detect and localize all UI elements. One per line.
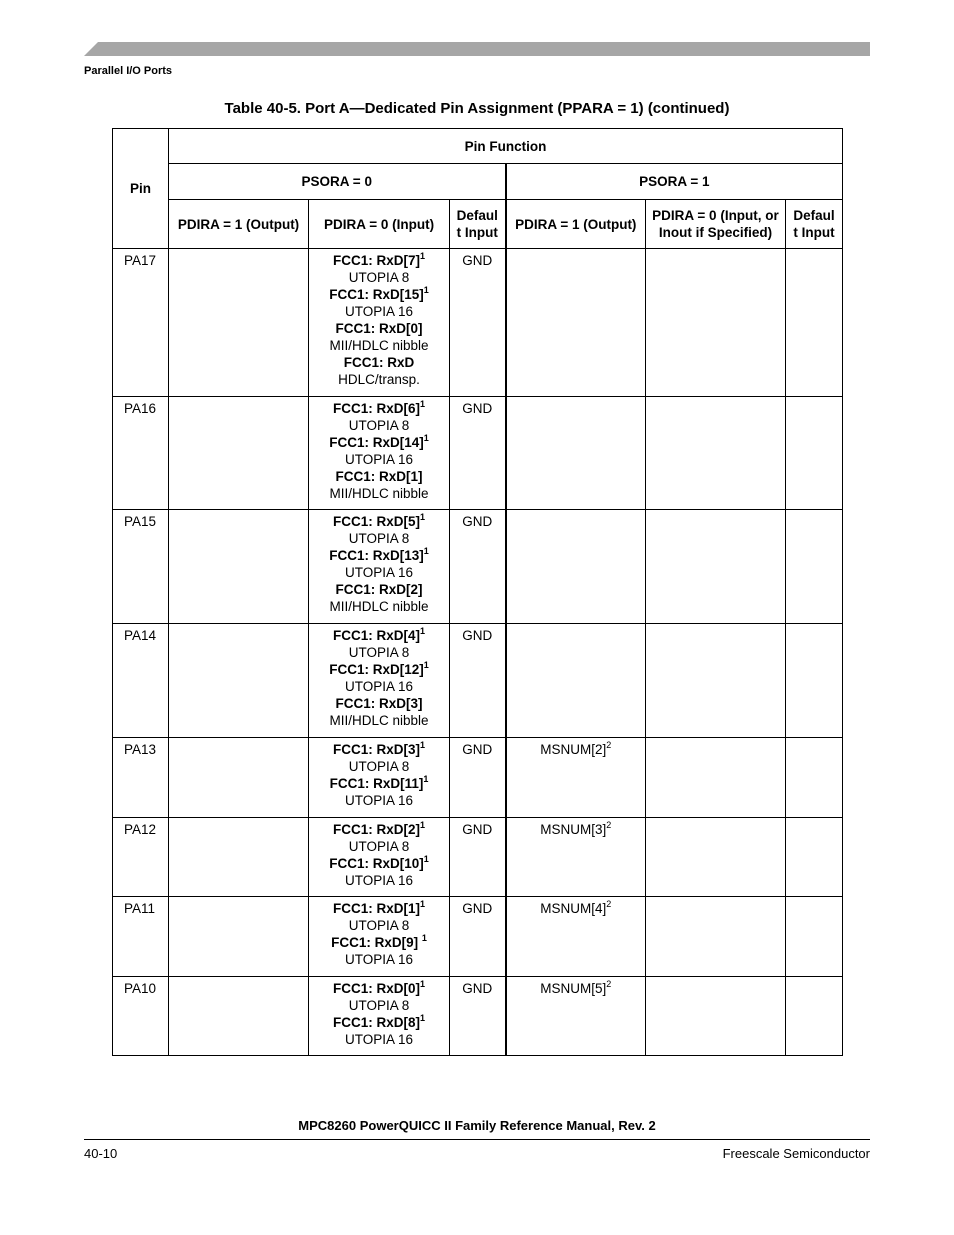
signal-line <box>309 980 449 997</box>
signal-line <box>309 400 449 417</box>
signal-text: UTOPIA 16 <box>344 565 414 580</box>
p0-input-cell <box>309 397 450 510</box>
signal-line <box>309 468 449 485</box>
p0-input-cell <box>309 818 450 897</box>
p0-output-cell <box>169 897 309 977</box>
footnote-ref: 1 <box>423 774 429 784</box>
signal-line <box>309 644 449 661</box>
footnote-ref: 1 <box>420 512 426 522</box>
p1-output-cell <box>506 510 646 624</box>
signal-line <box>309 320 449 337</box>
header-line: Defaul <box>793 208 835 223</box>
signal-line <box>309 661 449 678</box>
footnote-ref: 1 <box>420 740 426 750</box>
p1-input-cell <box>646 818 786 897</box>
signal-text: FCC1: RxD[0] <box>335 321 423 336</box>
p1-output-cell <box>506 977 646 1056</box>
p0-input-cell <box>309 624 450 738</box>
header-line: Defaul <box>456 208 498 223</box>
signal-text: UTOPIA 8 <box>348 918 410 933</box>
signal-line <box>309 252 449 269</box>
signal-text: UTOPIA 8 <box>348 531 410 546</box>
col-header-p0-default <box>450 200 506 249</box>
signal-text: MII/HDLC nibble <box>329 486 429 501</box>
signal-text: FCC1: RxD[13] <box>329 548 424 563</box>
footnote-ref: 1 <box>423 660 429 670</box>
p1-input-cell <box>646 397 786 510</box>
signal-text: FCC1: RxD[14] <box>329 435 424 450</box>
signal-line <box>309 371 449 388</box>
p1-input-cell <box>646 738 786 818</box>
p0-default-cell: GND <box>450 897 506 977</box>
signal-text: FCC1: RxD[9] <box>331 935 422 950</box>
signal-text: UTOPIA 16 <box>344 304 414 319</box>
col-header-p0-input: PDIRA = 0 (Input) <box>309 200 450 249</box>
signal-line <box>309 530 449 547</box>
p1-default-cell <box>786 624 843 738</box>
p1-output-cell <box>506 738 646 818</box>
signal-line <box>309 695 449 712</box>
signal-line <box>309 872 449 889</box>
signal-line <box>309 354 449 371</box>
signal-line <box>309 792 449 809</box>
signal-text: FCC1: RxD[6] <box>332 401 420 416</box>
footnote-ref: 2 <box>606 820 612 830</box>
pin-cell: PA12 <box>113 818 169 897</box>
signal-line <box>309 485 449 502</box>
signal-text: UTOPIA 16 <box>344 452 414 467</box>
footnote-ref: 1 <box>423 546 429 556</box>
signal-text: MII/HDLC nibble <box>329 599 429 614</box>
footnote-ref: 2 <box>606 979 612 989</box>
signal-line <box>309 741 449 758</box>
p0-input-cell <box>309 977 450 1056</box>
pin-cell: PA13 <box>113 738 169 818</box>
pin-cell: PA11 <box>113 897 169 977</box>
signal-line <box>309 712 449 729</box>
p1-output-cell <box>506 249 646 397</box>
table-row <box>113 397 843 510</box>
table-row <box>113 977 843 1056</box>
signal-line <box>309 417 449 434</box>
signal-line <box>309 838 449 855</box>
signal-line <box>309 900 449 917</box>
signal-text: FCC1: RxD[12] <box>329 662 424 677</box>
signal-text: FCC1: RxD[0] <box>332 981 420 996</box>
p0-input-cell <box>309 510 450 624</box>
footnote-ref: 1 <box>423 854 429 864</box>
header-line: Inout if Specified) <box>658 225 773 240</box>
signal-line <box>309 303 449 320</box>
signal-text: FCC1: RxD[1] <box>332 901 420 916</box>
signal-text: MSNUM[2] <box>540 742 607 757</box>
footnote-ref: 2 <box>606 740 612 750</box>
signal-text: HDLC/transp. <box>338 372 420 387</box>
footnote-ref: 2 <box>606 899 612 909</box>
table-row <box>113 249 843 397</box>
p0-output-cell <box>169 818 309 897</box>
footnote-ref: 1 <box>420 626 426 636</box>
footnote-ref: 1 <box>420 399 426 409</box>
signal-line <box>309 951 449 968</box>
signal-text: FCC1: RxD <box>343 355 415 370</box>
p0-default-cell: GND <box>450 977 506 1056</box>
p1-default-cell <box>786 510 843 624</box>
signal-text: FCC1: RxD[3] <box>332 742 420 757</box>
table-row <box>113 738 843 818</box>
signal-line <box>309 917 449 934</box>
signal-text: MSNUM[5] <box>540 981 607 996</box>
p0-default-cell: GND <box>450 738 506 818</box>
p1-input-cell <box>646 249 786 397</box>
signal-text: FCC1: RxD[7] <box>332 253 420 268</box>
footnote-ref: 1 <box>423 285 429 295</box>
p0-input-cell <box>309 897 450 977</box>
col-header-psora1: PSORA = 1 <box>506 164 843 200</box>
p1-default-cell <box>786 977 843 1056</box>
signal-line <box>309 434 449 451</box>
pin-cell: PA10 <box>113 977 169 1056</box>
header-decor-bar <box>84 42 870 56</box>
p1-default-cell <box>786 897 843 977</box>
p1-default-cell <box>786 818 843 897</box>
signal-text: UTOPIA 16 <box>344 1032 414 1047</box>
signal-text: UTOPIA 16 <box>344 873 414 888</box>
signal-line <box>309 564 449 581</box>
signal-text: FCC1: RxD[1] <box>335 469 423 484</box>
pin-cell: PA15 <box>113 510 169 624</box>
signal-text: UTOPIA 8 <box>348 645 410 660</box>
signal-text: FCC1: RxD[5] <box>332 514 420 529</box>
signal-text: UTOPIA 8 <box>348 998 410 1013</box>
p1-output-cell <box>506 397 646 510</box>
p0-output-cell <box>169 738 309 818</box>
page-number: 40-10 <box>84 1146 118 1161</box>
signal-line <box>309 627 449 644</box>
signal-text: FCC1: RxD[3] <box>335 696 423 711</box>
header-line: PDIRA = 0 (Input, or <box>652 208 779 223</box>
signal-line <box>309 1014 449 1031</box>
table-row <box>113 510 843 624</box>
p1-default-cell <box>786 738 843 818</box>
signal-text: UTOPIA 8 <box>348 839 410 854</box>
signal-line <box>309 855 449 872</box>
col-header-p1-default <box>786 200 843 249</box>
signal-line <box>309 269 449 286</box>
signal-text: FCC1: RxD[4] <box>332 628 420 643</box>
p1-input-cell <box>646 624 786 738</box>
p0-output-cell <box>169 977 309 1056</box>
signal-text: FCC1: RxD[2] <box>335 582 423 597</box>
header-line: t Input <box>456 225 498 240</box>
col-header-p1-input <box>646 200 786 249</box>
footnote-ref: 1 <box>423 433 429 443</box>
signal-text: UTOPIA 16 <box>344 952 414 967</box>
col-header-pin-function: Pin Function <box>169 129 843 164</box>
p1-input-cell <box>646 977 786 1056</box>
signal-line <box>309 997 449 1014</box>
footnote-ref: 1 <box>420 899 426 909</box>
signal-text: MSNUM[4] <box>540 901 607 916</box>
table-row <box>113 818 843 897</box>
pin-cell: PA14 <box>113 624 169 738</box>
footer-manual-title: MPC8260 PowerQUICC II Family Reference Manual, Rev. 2 <box>298 1118 656 1133</box>
table-row <box>113 624 843 738</box>
signal-line <box>309 513 449 530</box>
signal-text: UTOPIA 16 <box>344 679 414 694</box>
header-line: t Input <box>793 225 835 240</box>
p0-output-cell <box>169 624 309 738</box>
signal-line <box>309 286 449 303</box>
signal-text: FCC1: RxD[11] <box>329 776 424 791</box>
company-name: Freescale Semiconductor <box>722 1146 870 1161</box>
signal-line <box>309 1031 449 1048</box>
footnote-ref: 1 <box>420 820 426 830</box>
signal-text: FCC1: RxD[10] <box>329 856 424 871</box>
p0-default-cell: GND <box>450 249 506 397</box>
signal-line <box>309 775 449 792</box>
p0-input-cell <box>309 249 450 397</box>
p0-default-cell: GND <box>450 397 506 510</box>
section-header: Parallel I/O Ports <box>84 65 173 77</box>
pin-cell: PA16 <box>113 397 169 510</box>
p1-output-cell <box>506 897 646 977</box>
p0-output-cell <box>169 397 309 510</box>
signal-line <box>309 547 449 564</box>
signal-line <box>309 598 449 615</box>
signal-text: MII/HDLC nibble <box>329 338 429 353</box>
footnote-ref: 1 <box>420 979 426 989</box>
p1-output-cell <box>506 818 646 897</box>
signal-text: FCC1: RxD[8] <box>332 1015 420 1030</box>
table-title: Table 40-5. Port A—Dedicated Pin Assignment (PPARA = 1) (continued) <box>224 100 730 117</box>
pin-assignment-table <box>112 128 843 1056</box>
col-header-p1-output: PDIRA = 1 (Output) <box>506 200 646 249</box>
signal-text: FCC1: RxD[2] <box>332 822 420 837</box>
col-header-p0-output: PDIRA = 1 (Output) <box>169 200 309 249</box>
table-body <box>113 249 843 1056</box>
signal-line <box>309 934 449 951</box>
p0-default-cell: GND <box>450 510 506 624</box>
footer-divider <box>84 1139 870 1140</box>
signal-text: UTOPIA 16 <box>344 793 414 808</box>
table-row <box>113 897 843 977</box>
signal-text: FCC1: RxD[15] <box>329 287 424 302</box>
p1-input-cell <box>646 897 786 977</box>
p0-default-cell: GND <box>450 818 506 897</box>
signal-line <box>309 678 449 695</box>
p1-default-cell <box>786 249 843 397</box>
signal-text: MII/HDLC nibble <box>329 713 429 728</box>
signal-text: UTOPIA 8 <box>348 418 410 433</box>
signal-text: UTOPIA 8 <box>348 270 410 285</box>
p0-output-cell <box>169 249 309 397</box>
signal-line <box>309 581 449 598</box>
p1-output-cell <box>506 624 646 738</box>
p1-input-cell <box>646 510 786 624</box>
signal-line <box>309 758 449 775</box>
p0-output-cell <box>169 510 309 624</box>
col-header-pin: Pin <box>113 129 169 249</box>
signal-line <box>309 821 449 838</box>
col-header-psora0: PSORA = 0 <box>169 164 506 200</box>
p1-default-cell <box>786 397 843 510</box>
pin-cell: PA17 <box>113 249 169 397</box>
signal-text: MSNUM[3] <box>540 822 607 837</box>
signal-line <box>309 337 449 354</box>
signal-text: UTOPIA 8 <box>348 759 410 774</box>
footnote-ref: 1 <box>420 1013 426 1023</box>
footnote-ref: 1 <box>421 933 427 943</box>
p0-input-cell <box>309 738 450 818</box>
p0-default-cell: GND <box>450 624 506 738</box>
signal-line <box>309 451 449 468</box>
footnote-ref: 1 <box>420 251 426 261</box>
